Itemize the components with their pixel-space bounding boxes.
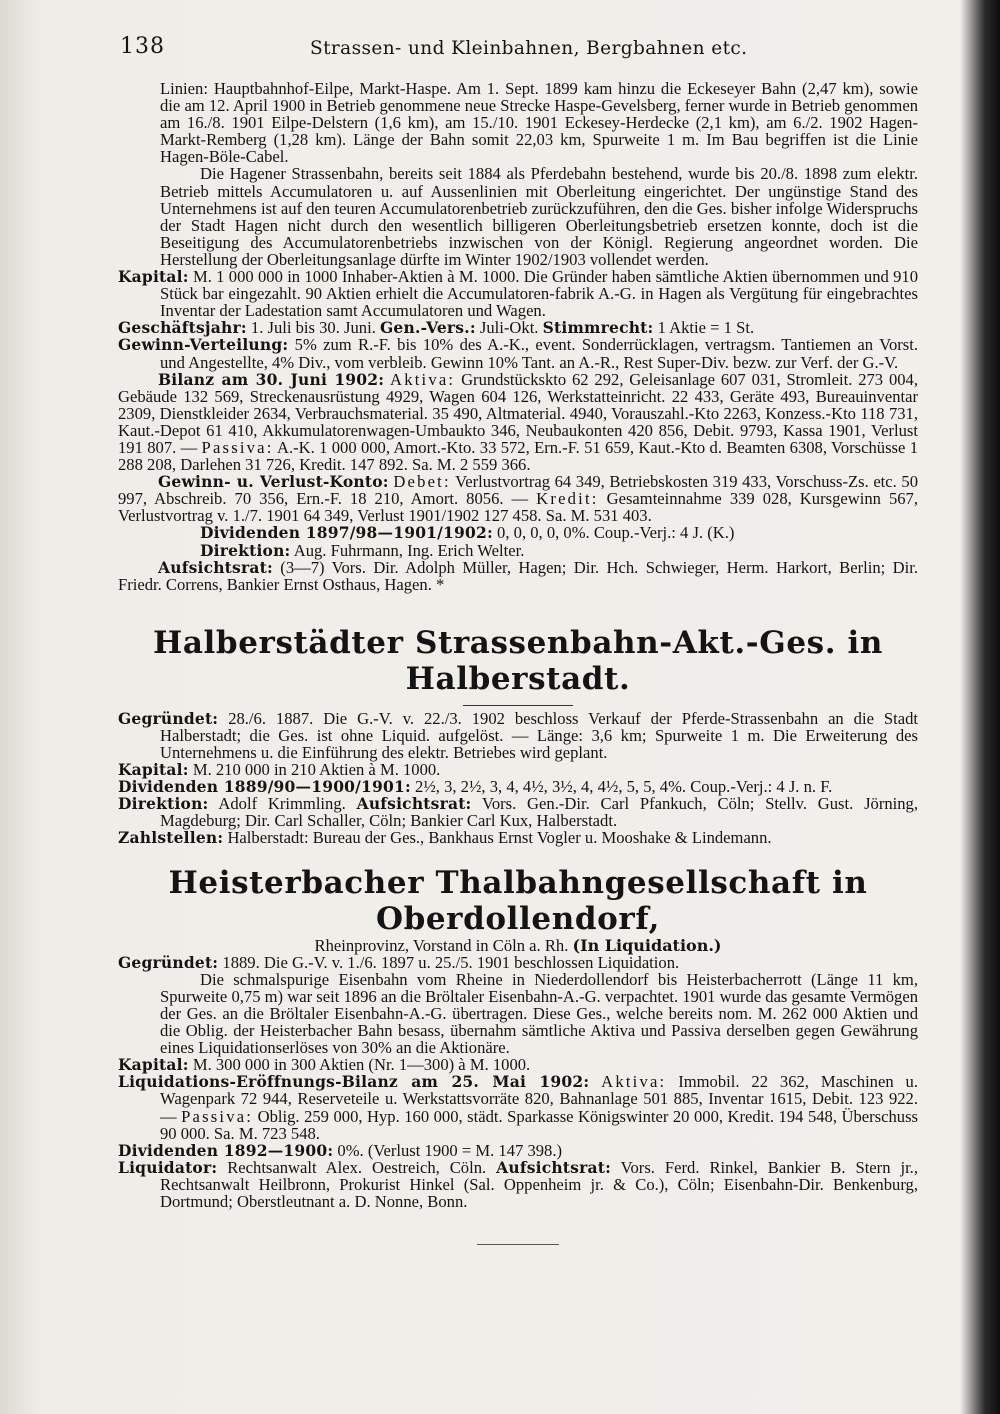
hagen-dividenden xyxy=(118,524,918,541)
label-dividenden: Dividenden 1892—1900: xyxy=(118,1140,334,1160)
label-direktion: Direktion: xyxy=(118,794,209,814)
label-kapital: Kapital: xyxy=(118,1055,189,1075)
heisterbach-dividenden xyxy=(118,1142,918,1159)
label-passiva: Passiva: xyxy=(201,437,274,457)
label-aktiva: Aktiva: xyxy=(390,369,456,389)
hagen-gewinn xyxy=(118,336,918,370)
halberstadt-div-text: 2½, 3, 2½, 3, 4, 4½, 3½, 4, 4½, 5, 5, 4%. Coup.-Verj.: 4 J. n. F. xyxy=(415,777,833,797)
label-aktiva: Aktiva: xyxy=(601,1072,667,1092)
heisterbach-kapital-text: M. 300 000 in 300 Aktien (Nr. 1—300) à M. 1000. xyxy=(192,1055,531,1075)
hagen-gewinn-text: 5% zum R.-F. bis 10% des A.-K., event. Sonderrücklagen, vertragsm. Tantiemen an Vorst. und Angestellte, 4% Div., vom verbleib. Gewinn 10% Tant. an A.-R., Rest Super-Div. bezw. zur Verf. der G.-V. xyxy=(160,335,918,372)
label-aufsichtsrat: Aufsichtsrat: xyxy=(496,1157,611,1177)
label-guv: Gewinn- u. Verlust-Konto: xyxy=(158,472,389,492)
halberstadt-kapital-text: M. 210 000 in 210 Aktien à M. 1000. xyxy=(192,760,441,780)
hagen-dir-text: Aug. Fuhrmann, Ing. Erich Welter. xyxy=(293,540,525,560)
page-number: 138 xyxy=(120,34,165,59)
label-gegruendet: Gegründet: xyxy=(118,952,219,972)
label-liquidations-bilanz: Liquidations-Eröffnungs-Bilanz am 25. Mai 1902: xyxy=(118,1072,590,1092)
hagen-kredit-text: Gesamteinnahme 339 028, Kursgewinn 567, Verlustvortrag v. 1./7. 1901 64 349, Verlust 1901/1902 127 458. Sa. M. 531 403. xyxy=(118,489,918,526)
hagen-debet-text: Verlustvortrag 64 349, Betriebskosten 319 433, Vorschuss-Zs. etc. 50 997, Abschreib. 70 356, Ern.-F. 18 210, Amort. 8056. — xyxy=(118,472,918,509)
heisterbach-liq-text: Rechtsanwalt Alex. Oestreich, Cöln. xyxy=(227,1157,487,1177)
hagen-gv-text: Juli-Okt. xyxy=(479,318,539,338)
heisterbach-subtitle xyxy=(118,937,918,954)
label-kredit: Kredit: xyxy=(536,489,599,509)
heisterbach-aktiva-text: Immobil. 22 362, Maschinen u. Wagenpark 72 944, Reserveteile u. Werkstattsvorräte 820, Bahnanlage 501 885, Inventar 1615, Debit. 123 922. — xyxy=(160,1072,918,1126)
halberstadt-kapital xyxy=(118,761,918,778)
halberstadt-dividenden xyxy=(118,778,918,795)
label-liquidator: Liquidator: xyxy=(118,1157,218,1177)
liquidation-status: (In Liquidation.) xyxy=(572,935,722,955)
page-body xyxy=(118,80,918,1245)
label-kapital: Kapital: xyxy=(118,267,189,287)
halberstadt-zahl-text: Halberstadt: Bureau der Ges., Bankhaus Ernst Vogler u. Mooshake & Lindemann. xyxy=(227,828,772,848)
label-passiva: Passiva: xyxy=(181,1106,254,1126)
halberstadt-gegruendet xyxy=(118,710,918,761)
label-dividenden: Dividenden 1889/90—1900/1901: xyxy=(118,777,411,797)
heisterbach-passiva-text: Oblig. 259 000, Hyp. 160 000, städt. Sparkasse Königswinter 20 000, Kredit. 194 548, Überschuss 90 000. Sa. M. 723 548. xyxy=(160,1106,918,1143)
label-gen-vers: Gen.-Vers.: xyxy=(380,318,476,338)
label-stimmrecht: Stimmrecht: xyxy=(542,318,654,338)
halberstadt-dir-text: Adolf Krimmling. xyxy=(218,794,346,814)
hagen-kapital-text: M. 1 000 000 in 1000 Inhaber-Aktien à M. 1000. Die Gründer haben sämtliche Aktien übernommen und 910 Stück bar eingezahlt. 90 Aktien erhielt die Accumulatoren-fabrik A.-G. in Hagen als Vergütung für eingebrachtes Inventar der Ladestation samt Accumulatoren und Wagen. xyxy=(160,267,918,321)
label-gewinn-verteilung: Gewinn-Verteilung: xyxy=(118,335,289,355)
heisterbach-history: Die schmalspurige Eisenbahn vom Rheine in Niederdollendorf bis Heisterbacherrott (Länge 11 km, Spurweite 0,75 m) war seit 1896 an die Bröltaler Eisenbahn-A.-G. verpachtet. 1901 wurde das gesamte Vermögen der Ges. an die Bröltaler Eisenbahn-A.-G. übertragen. Diese Ges., welche bereits nom. M. 262 000 Aktien und die Oblig. der Heisterbacher Bahn besass, übernahm sämtliche Aktiva und Passiva derselben gegen Gewährung eines Liquidationserlöses von 30% an die Aktionäre. xyxy=(160,969,918,1058)
label-bilanz: Bilanz am 30. Juni 1902: xyxy=(158,369,385,389)
label-aufsichtsrat: Aufsichtsrat: xyxy=(158,557,273,577)
hagen-div-text: 0, 0, 0, 0, 0%. Coup.-Verj.: 4 J. (K.) xyxy=(497,523,735,543)
heisterbach-ar-text: Vors. Ferd. Rinkel, Bankier B. Stern jr., Rechtsanwalt Heilbronn, Prokurist Hinkel (Sal. Oppenheim jr. & Co.), Cöln; Eisenbahn-Dir. Benkenburg, Dortmund; Oberstleutnant a. D. Nonne, Bonn. xyxy=(160,1157,918,1211)
hagen-guv xyxy=(118,473,918,524)
label-zahlstellen: Zahlstellen: xyxy=(118,828,224,848)
hagen-aktiva-text: Grundstückskto 62 292, Geleisanlage 607 031, Stromleit. 273 004, Gebäude 132 569, Streckenausrüstung 4929, Wagen 604 126, Werkstatteinricht. 22 433, Geräte 493, Bureauinventar 2309, Dienstkleider 2634, Verbrauchsmaterial. 35 490, Altmaterial. 4940, Vorauszahl.-Kto 2263, Konzess.-Kto 118 731, Kaut.-Depot 61 410, Akkumulatorenwagen-Umbaukto 346, Neubaukonten 420 856, Debit. 9793, Kassa 1901, Verlust 191 807. — xyxy=(118,369,918,457)
section-end-rule xyxy=(477,1244,559,1245)
hagen-kapital xyxy=(118,268,918,319)
heisterbach-liquidator xyxy=(118,1159,918,1210)
heisterbach-gegruendet xyxy=(118,954,918,971)
heisterbach-bilanz xyxy=(118,1073,918,1141)
hagen-ar-text: (3—7) Vors. Dir. Adolph Müller, Hagen; Dir. Hch. Schwieger, Herm. Harkort, Berlin; Dir. Friedr. Correns, Bankier Ernst Osthaus, Hagen. * xyxy=(118,557,918,594)
heisterbach-subtitle-text: Rheinprovinz, Vorstand in Cöln a. Rh. xyxy=(314,935,569,955)
label-dividenden: Dividenden 1897/98—1901/1902: xyxy=(200,523,493,543)
heading-halberstadt: Halberstädter Strassenbahn-Akt.-Ges. in Halberstadt. xyxy=(152,624,884,697)
hagen-passiva-text: A.-K. 1 000 000, Amort.-Kto. 33 572, Ern.-F. 51 659, Kaut.-Kto d. Beamten 6308, Vorschüsse 1 288 208, Darlehen 31 726, Kredit. 147 892. Sa. M. 2 559 366. xyxy=(118,437,919,475)
label-geschaeftsjahr: Geschäftsjahr: xyxy=(118,318,247,338)
hagen-bilanz xyxy=(118,371,918,474)
section-halberstadt xyxy=(118,625,918,847)
heading-heisterbach: Heisterbacher Thalbahngesellschaft in Oberdollendorf, xyxy=(168,864,868,937)
label-direktion: Direktion: xyxy=(200,540,291,560)
label-aufsichtsrat: Aufsichtsrat: xyxy=(356,794,472,814)
label-gegruendet: Gegründet: xyxy=(118,708,219,728)
label-debet: Debet: xyxy=(393,472,451,492)
section-heisterbach xyxy=(118,865,918,1246)
hagen-geschaeftsjahr xyxy=(118,319,918,336)
halberstadt-zahlstellen xyxy=(118,829,918,846)
heisterbach-div-text: 0%. (Verlust 1900 = M. 147 398.) xyxy=(337,1140,563,1160)
halberstadt-direktion xyxy=(118,795,918,829)
title-underline xyxy=(463,705,573,706)
section-hagen xyxy=(118,80,918,593)
hagen-intro: Linien: Hauptbahnhof-Eilpe, Markt-Haspe. Am 1. Sept. 1899 kam hinzu die Eckeseyer Bahn (2,47 km), sowie die am 12. April 1900 in Betrieb genommene neue Strecke Haspe-Gevelsberg, ferner wurde in Betrieb genommen am 16./8. 1901 Eilpe-Delstern (1,6 km), am 15./10. 1901 Eckesey-Herdecke (2,1 km), am 6./2. 1902 Hagen-Markt-Remberg (1,28 km). Länge der Bahn somit 22,03 km, Spurweite 1 m. Im Bau begriffen ist die Linie Hagen-Böle-Cabel. xyxy=(160,79,918,167)
hagen-aufsichtsrat xyxy=(118,559,918,593)
hagen-gj-text: 1. Juli bis 30. Juni. xyxy=(250,318,376,338)
label-kapital: Kapital: xyxy=(118,760,189,780)
page-header xyxy=(120,34,920,64)
hagen-direktion xyxy=(118,542,918,559)
heisterbach-kapital xyxy=(118,1056,918,1073)
hagen-sr-text: 1 Aktie = 1 St. xyxy=(657,318,755,338)
running-head: Strassen- und Kleinbahnen, Bergbahnen etc. xyxy=(310,38,748,59)
halberstadt-gegr-text: 28./6. 1887. Die G.-V. v. 22./3. 1902 beschloss Verkauf der Pferde-Strassenbahn an die Stadt Halberstadt; die Ges. ist ohne Liquid. aufgelöst. — Länge: 3,6 km; Spurweite 1 m. Die Erweiterung des Unternehmens u. die Einführung des elektr. Betriebes wird geplant. xyxy=(160,708,918,762)
hagen-history: Die Hagener Strassenbahn, bereits seit 1884 als Pferdebahn bestehend, wurde bis 20./8. 1898 zum elektr. Betrieb mittels Accumulatoren u. auf Aussenlinien mit Oberleitung eingerichtet. Der ungünstige Stand des Unternehmens ist auf den teuren Accumulatorenbetrieb zurückzuführen, den die Ges. bisher infolge Widerspruchs der Stadt Hagen nicht durch den wesentlich billigeren Oberleitungsbetrieb ersetzen konnte, doch ist die Beseitigung des Accumulatorenbetriebs inzwischen von der Königl. Regierung angeordnet worden. Die Herstellung der Oberleitungsanlage dürfte im Winter 1902/1903 vollendet werden. xyxy=(160,164,918,269)
halberstadt-ar-text: Vors. Gen.-Dir. Carl Pfankuch, Cöln; Stellv. Gust. Jörning, Magdeburg; Dir. Carl Schaller, Cöln; Bankier Carl Kux, Halberstadt. xyxy=(160,794,919,831)
heisterbach-gegr-text: 1889. Die G.-V. v. 1./6. 1897 u. 25./5. 1901 beschlossen Liquidation. xyxy=(222,952,680,972)
